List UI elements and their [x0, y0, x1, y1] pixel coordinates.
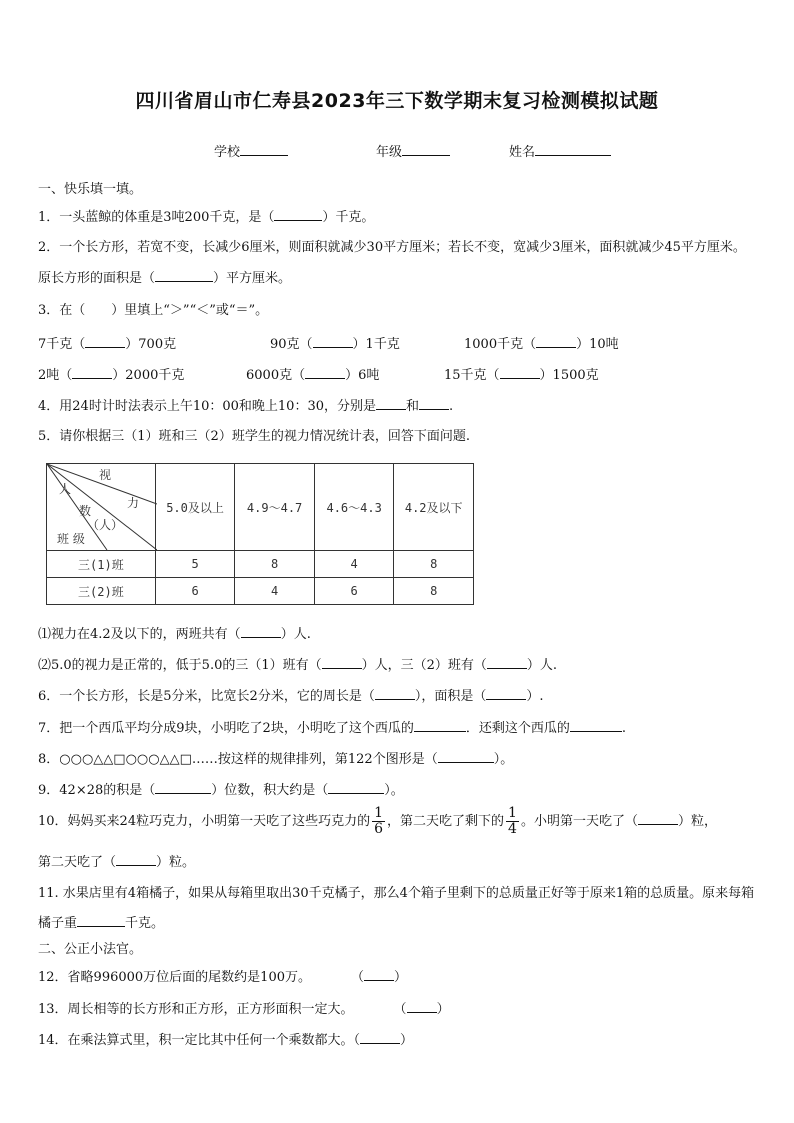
q4-text-end: .	[449, 399, 454, 414]
question-5: 5．请你根据三（1）班和三（2）班学生的视力情况统计表，回答下面问题.	[38, 429, 470, 444]
q7-text-end: .	[621, 721, 626, 736]
q5-1-blank[interactable]	[241, 624, 281, 638]
school-label: 学校	[214, 145, 241, 160]
q12-blank[interactable]	[364, 967, 394, 981]
question-6	[38, 686, 543, 706]
q9-text-mid: ）位数，积大约是（	[211, 783, 329, 798]
q9-blank-2[interactable]	[328, 780, 384, 794]
q12-paren-close: ）	[394, 970, 408, 985]
q7-blank-1[interactable]	[414, 718, 466, 732]
q3-item-2-text: 90克（	[270, 337, 313, 352]
q7-blank-2[interactable]	[570, 718, 622, 732]
diag-label-unit: （人）	[87, 518, 124, 532]
q13-paren-open: （	[393, 1002, 407, 1017]
diagonal-header-cell	[47, 464, 156, 551]
q9-text: 9．42×28的积是（	[38, 783, 156, 798]
q8-text-end: ）。	[493, 752, 514, 767]
q8-text: 8．○○○△△□○○○△△□……按这样的规律排列，第122个图形是（	[38, 752, 438, 767]
vision-table	[46, 463, 474, 605]
fraction-denominator: 6	[374, 821, 384, 837]
q3-item-4	[38, 364, 184, 383]
q9-text-end: ）。	[384, 783, 404, 798]
table-header-row	[47, 464, 474, 551]
fraction-denominator: 4	[508, 821, 517, 837]
table-cell: 8	[394, 578, 474, 605]
q5-1-text-end: ）人.	[280, 627, 311, 642]
q3-item-1-blank[interactable]	[85, 334, 125, 348]
question-8	[38, 749, 513, 769]
table-cell: 5	[155, 551, 235, 578]
section-1-heading: 一、快乐填一填。	[38, 182, 143, 197]
q10-blank-2[interactable]	[116, 852, 156, 866]
q4-blank-2[interactable]	[419, 396, 449, 410]
name-blank[interactable]	[535, 142, 611, 156]
q4-text: 4．用24时计时法表示上午10：00和晚上10：30，分别是	[38, 399, 376, 414]
q14-blank[interactable]	[360, 1030, 400, 1044]
page-title: 四川省眉山市仁寿县2023年三下数学期末复习检测模拟试题	[135, 90, 659, 112]
diag-label-force: 力	[127, 496, 140, 510]
fraction-one-quarter	[506, 806, 519, 837]
q7-text: 7．把一个西瓜平均分成9块，小明吃了2块，小明吃了这个西瓜的	[38, 721, 414, 736]
q10-text: 10．妈妈买来24粒巧克力，小明第一天吃了这些巧克力的	[38, 814, 371, 829]
q3-item-6-blank[interactable]	[500, 365, 540, 379]
question-13	[38, 999, 450, 1019]
table-cell: 6	[155, 578, 235, 605]
q3-item-6-text: 15千克（	[444, 368, 500, 383]
row-label: 三(1)班	[47, 551, 156, 578]
q2-text-end: ）平方厘米。	[213, 271, 292, 286]
header-cell-2: 4.9～4.7	[235, 464, 315, 551]
q10-text-mid: ，第二天吃了剩下的	[387, 814, 505, 829]
q5-1-text: ⑴视力在4.2及以下的，两班共有（	[38, 627, 241, 642]
q11-text-end: 千克。	[125, 916, 165, 931]
q11-text: 11. 水果店里有4箱橘子，如果从每箱里取出30千克橘子，那么4个箱子里剩下的总质量正好等于原来1箱的总质量。原来每箱橘子重	[38, 886, 755, 931]
q6-text: 6．一个长方形，长是5分米，比宽长2分米，它的周长是（	[38, 689, 375, 704]
fraction-numerator: 1	[374, 805, 384, 821]
q10-text-mid-3: ）粒，	[677, 814, 717, 829]
grade-blank[interactable]	[402, 142, 450, 156]
q6-text-mid: ），面积是（	[414, 689, 487, 704]
school-blank[interactable]	[240, 142, 288, 156]
q3-item-5-blank[interactable]	[305, 365, 345, 379]
grade-field	[376, 141, 450, 160]
q3-item-3-text-end: ）10吨	[576, 337, 619, 352]
q3-item-2	[270, 333, 400, 352]
q5-2-blank-2[interactable]	[487, 655, 527, 669]
grade-label: 年级	[376, 145, 403, 160]
question-5-part-1	[38, 624, 311, 644]
q3-item-5	[246, 364, 379, 383]
fraction-one-sixth	[372, 806, 385, 837]
q10-blank-1[interactable]	[638, 811, 678, 825]
q13-text: 13．周长相等的长方形和正方形，正方形面积一定大。	[38, 1002, 354, 1017]
table-cell: 4	[314, 551, 394, 578]
table-row	[47, 578, 474, 605]
q7-text-mid: ．还剩这个西瓜的	[465, 721, 570, 736]
header-cell-4: 4.2及以下	[394, 464, 474, 551]
q3-item-5-text-end: ）6吨	[345, 368, 380, 383]
q9-blank-1[interactable]	[155, 780, 211, 794]
diag-label-ren: 人	[59, 482, 72, 496]
question-9	[38, 780, 404, 800]
q12-text: 12．省略996000万位后面的尾数约是100万。	[38, 970, 311, 985]
table-cell: 6	[314, 578, 394, 605]
q3-item-3-blank[interactable]	[536, 334, 576, 348]
q2-text: 2．一个长方形，若宽不变，长减少6厘米，则面积就减少30平方厘米；若长不变，宽减少3厘米，面积就减少45平方厘米。原长方形的面积是（	[38, 240, 746, 286]
question-14	[38, 1030, 413, 1050]
question-11	[38, 879, 760, 939]
q14-text-end: ）	[400, 1033, 414, 1048]
q3-item-4-text: 2吨（	[38, 368, 73, 383]
diag-label-vision: 视	[99, 468, 112, 482]
diag-label-class: 班 级	[57, 532, 85, 546]
diag-label-shu: 数	[79, 504, 92, 518]
q6-blank-2[interactable]	[486, 686, 526, 700]
header-cell-1: 5.0及以上	[155, 464, 235, 551]
q3-item-2-blank[interactable]	[313, 334, 353, 348]
q5-2-blank-1[interactable]	[322, 655, 362, 669]
question-4	[38, 396, 453, 416]
section-2-heading: 二、公正小法官。	[38, 942, 143, 957]
question-3: 3．在（ ）里填上“＞”“＜”或“＝”。	[38, 303, 269, 318]
q1-blank[interactable]	[274, 207, 322, 221]
question-1	[38, 207, 374, 227]
q13-blank[interactable]	[407, 999, 437, 1013]
q6-blank-1[interactable]	[375, 686, 415, 700]
q12-paren-open: （	[350, 970, 364, 985]
question-7	[38, 718, 626, 738]
q5-2-text: ⑵5.0的视力是正常的，低于5.0的三（1）班有（	[38, 658, 322, 673]
q3-item-6	[444, 364, 599, 383]
table-cell: 8	[235, 551, 315, 578]
q1-text: 1．一头蓝鲸的体重是3吨200千克，是（	[38, 210, 275, 225]
question-5-part-2	[38, 655, 557, 675]
header-cell-3: 4.6～4.3	[314, 464, 394, 551]
q11-blank[interactable]	[77, 913, 125, 927]
q5-2-text-end: ）人.	[526, 658, 558, 673]
q1-text-end: ）千克。	[322, 210, 375, 225]
q3-item-4-text-end: ）2000千克	[112, 368, 185, 383]
q3-item-2-text-end: ）1千克	[352, 337, 400, 352]
q8-blank[interactable]	[438, 749, 494, 763]
q3-item-1-text-end: ）700克	[125, 337, 177, 352]
q4-text-mid: 和	[405, 399, 419, 414]
q10-text-mid-2: 。小明第一天吃了（	[520, 814, 638, 829]
name-label: 姓名	[509, 145, 536, 160]
q2-blank[interactable]	[155, 268, 213, 282]
q5-2-text-mid: ）人，三（2）班有（	[361, 658, 487, 673]
q13-paren-close: ）	[436, 1002, 450, 1017]
table-row	[47, 551, 474, 578]
table-cell: 8	[394, 551, 474, 578]
q6-text-end: ）.	[526, 689, 544, 704]
table-cell: 4	[235, 578, 315, 605]
fraction-numerator: 1	[508, 805, 517, 821]
question-10	[38, 806, 717, 837]
q3-item-1-text: 7千克（	[38, 337, 86, 352]
question-10-cont	[38, 852, 195, 872]
q3-item-4-blank[interactable]	[72, 365, 112, 379]
q3-item-3-text: 1000千克（	[464, 337, 537, 352]
q10-text-line2: 第二天吃了（	[38, 855, 117, 870]
name-field	[509, 141, 611, 160]
q10-text-end: ）粒。	[156, 855, 196, 870]
q3-item-5-text: 6000克（	[246, 368, 306, 383]
question-12	[38, 967, 407, 987]
question-2	[38, 232, 758, 294]
school-field	[214, 141, 288, 160]
q3-item-6-text-end: ）1500克	[539, 368, 599, 383]
q4-blank-1[interactable]	[376, 396, 406, 410]
q14-text: 14．在乘法算式里，积一定比其中任何一个乘数都大。（	[38, 1033, 361, 1048]
row-label: 三(2)班	[47, 578, 156, 605]
q3-item-1	[38, 333, 176, 352]
q3-item-3	[464, 333, 619, 352]
